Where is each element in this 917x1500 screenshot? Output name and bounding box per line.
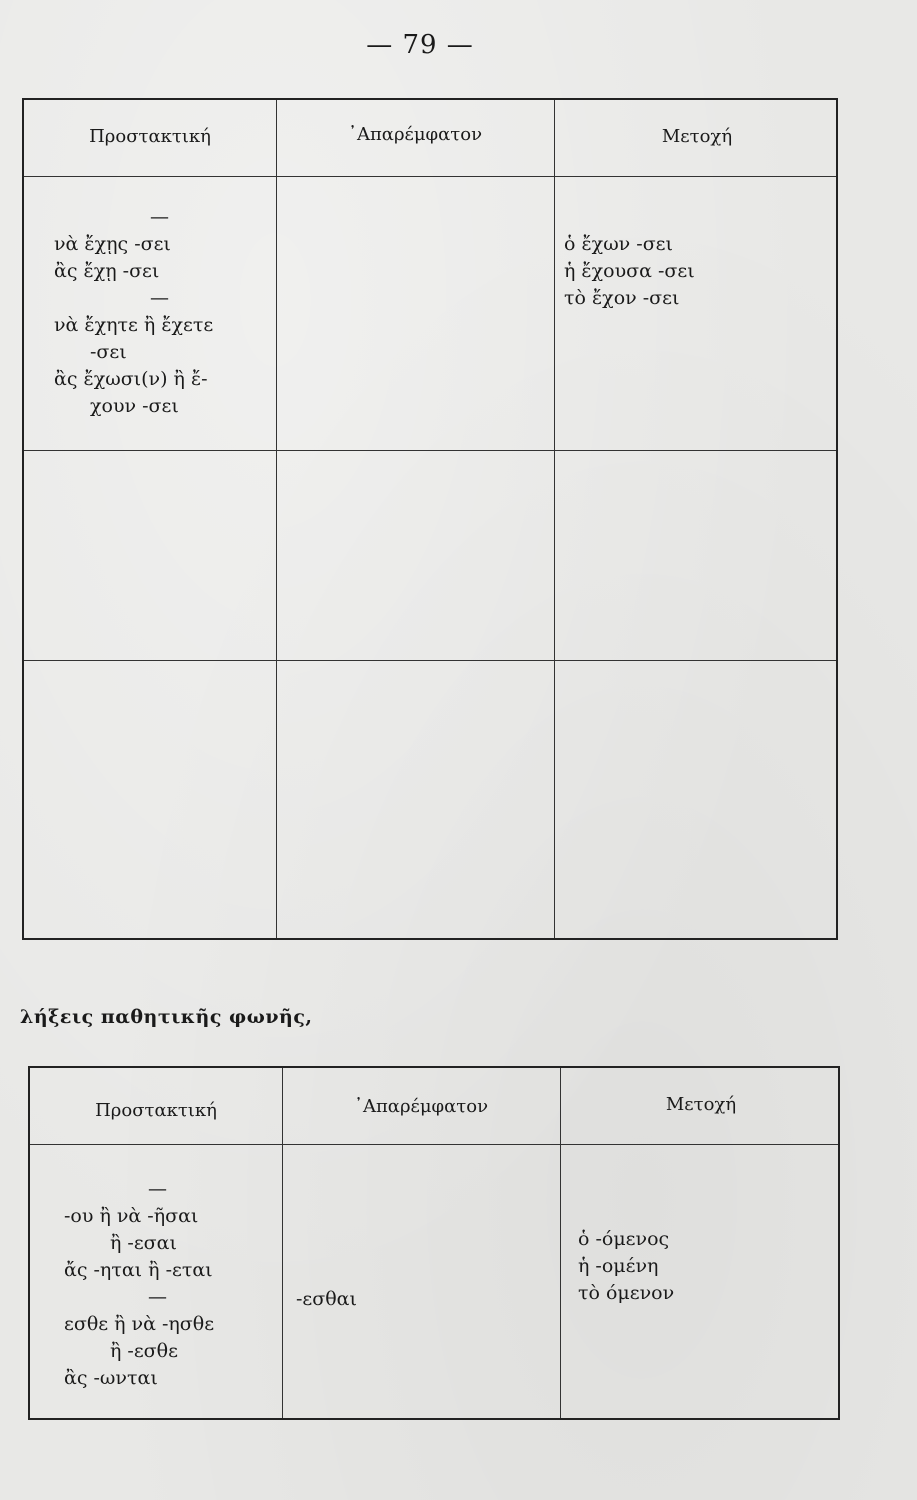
dash-separator: — <box>150 206 169 228</box>
imperative-form: -ου ἢ νὰ -ῆσαι <box>64 1205 199 1227</box>
column-divider <box>554 100 555 938</box>
participle-form: τὸ ἔχον -σει <box>564 287 680 309</box>
imperative-form: χουν -σει <box>90 395 179 417</box>
imperative-form: νὰ ἔχῃς -σει <box>54 233 171 255</box>
conjugation-table-passive <box>28 1066 840 1420</box>
imperative-form: ἂς ἔχωσι(ν) ἢ ἔ- <box>54 368 208 390</box>
imperative-cell <box>54 204 213 420</box>
row-divider <box>24 660 836 661</box>
participle-form: ὁ ἔχων -σει <box>564 233 673 255</box>
row-divider <box>24 450 836 451</box>
imperative-form: εσθε ἢ νὰ -ησθε <box>64 1313 215 1335</box>
header-infinitive: ᾿Απαρέμφατον <box>353 1096 489 1117</box>
header-participle: Μετοχή <box>665 1094 737 1115</box>
participle-form: τὸ όμενον <box>578 1282 675 1304</box>
header-participle: Μετοχή <box>661 126 733 147</box>
infinitive-ending: -εσθαι <box>296 1288 357 1310</box>
imperative-form: ἢ -εσαι <box>110 1232 177 1254</box>
dash-separator: — <box>148 1286 167 1308</box>
section-caption: λήξεις παθητικῆς φωνῆς, <box>20 1006 313 1028</box>
imperative-form: ἂς -ωνται <box>64 1367 158 1389</box>
header-divider <box>24 176 836 177</box>
column-divider <box>560 1068 561 1418</box>
participle-form: ἡ -ομένη <box>578 1255 659 1277</box>
participle-form: ἡ ἔχουσα -σει <box>564 260 695 282</box>
header-infinitive: ᾿Απαρέμφατον <box>347 124 483 145</box>
header-divider <box>30 1144 838 1145</box>
header-imperative: Προστακτική <box>95 1100 217 1121</box>
column-divider <box>282 1068 283 1418</box>
imperative-form: ἄς -ηται ἢ -εται <box>64 1259 213 1281</box>
imperative-form: ἂς ἔχῃ -σει <box>54 260 160 282</box>
participle-form: ὁ -όμενος <box>578 1228 670 1250</box>
dash-separator: — <box>150 287 169 309</box>
page-number: — 79 — <box>366 30 474 60</box>
imperative-form: -σει <box>90 341 127 363</box>
participle-cell <box>578 1226 674 1307</box>
imperative-form: ἢ -εσθε <box>110 1340 178 1362</box>
conjugation-table-active <box>22 98 838 940</box>
header-imperative: Προστακτική <box>89 126 211 147</box>
dash-separator: — <box>148 1178 167 1200</box>
imperative-cell <box>64 1176 214 1392</box>
participle-cell <box>564 231 695 312</box>
imperative-form: νὰ ἔχητε ἢ ἔχετε <box>54 314 214 336</box>
column-divider <box>276 100 277 938</box>
